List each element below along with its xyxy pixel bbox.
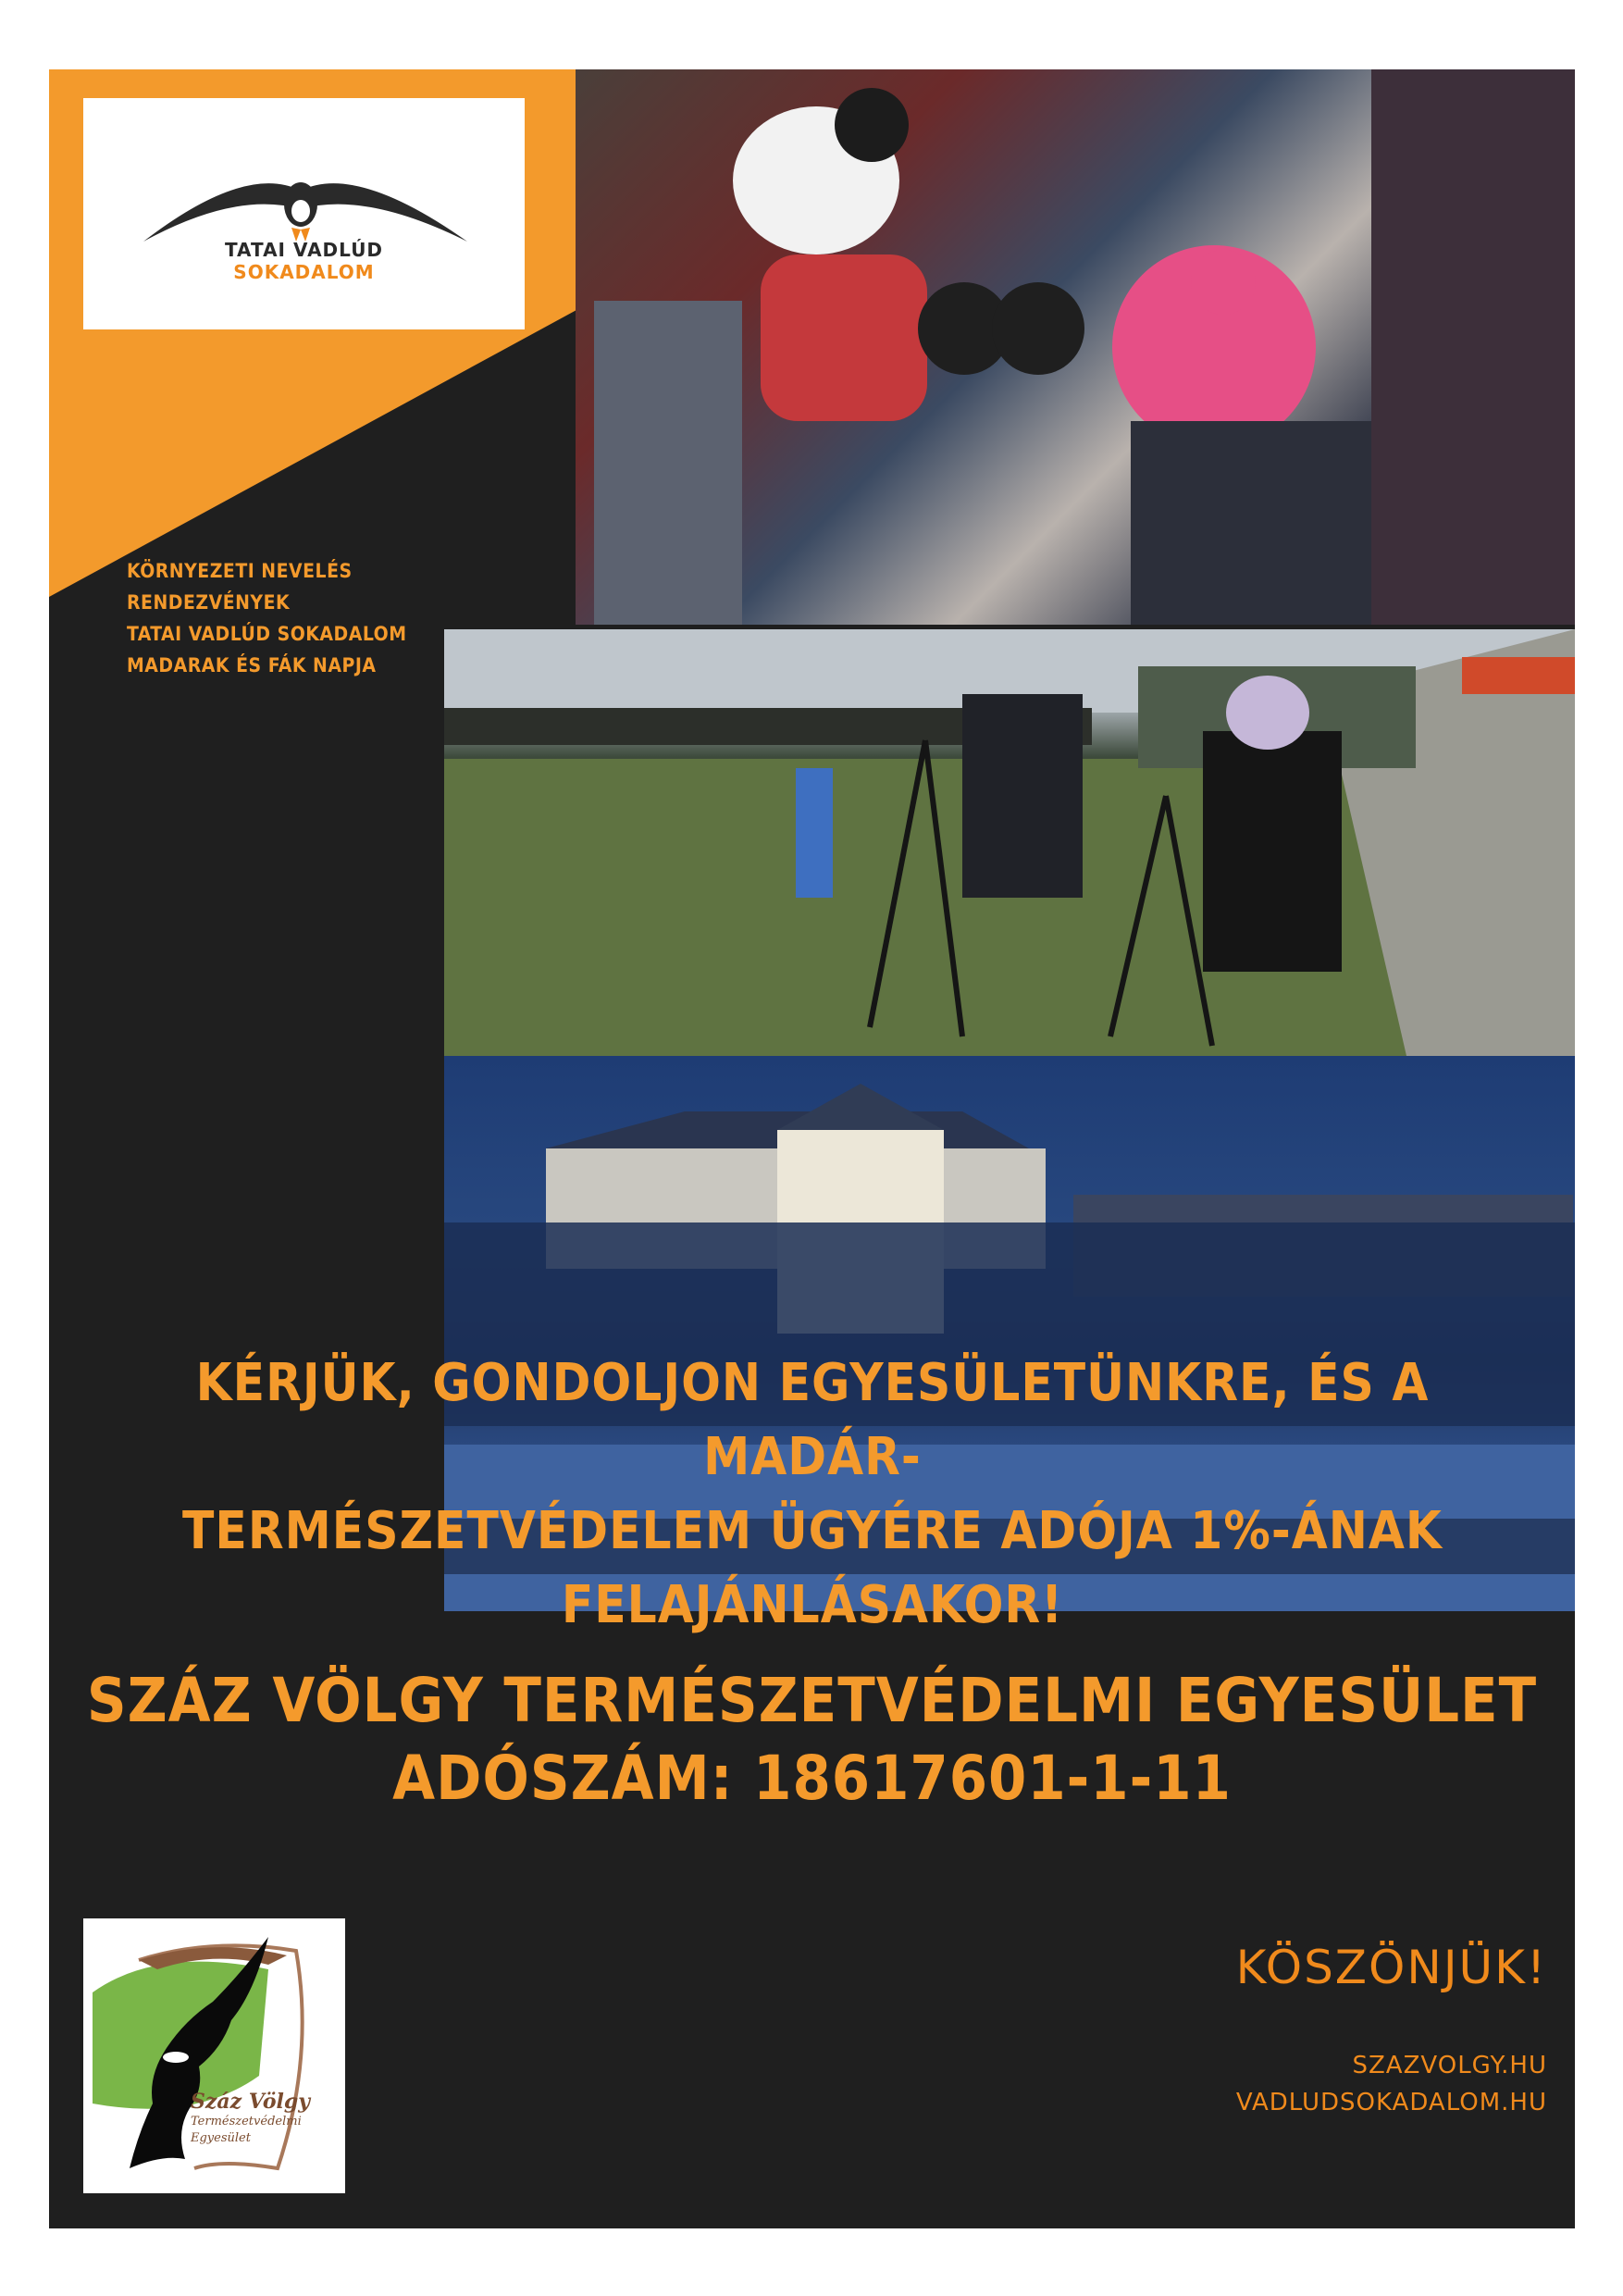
tatai-vadlud-logo (83, 98, 525, 329)
topic-item: RENDEZVÉNYEK (127, 591, 291, 614)
appeal-line: TERMÉSZETVÉDELEM ÜGYÉRE ADÓJA 1%-ÁNAK (182, 1501, 1443, 1561)
thank-you-text: KÖSZÖNJÜK! (1235, 1941, 1547, 1994)
topics-list (127, 555, 407, 681)
appeal-line: KÉRJÜK, GONDOLJON EGYESÜLETÜNKRE, ÉS A MADÁR- (195, 1353, 1430, 1487)
goose-silhouette-icon (134, 154, 477, 246)
logo2-line: Természetvédelmi (191, 2115, 302, 2128)
logo-subtitle: SOKADALOM (233, 261, 375, 283)
topic-item: TATAI VADLÚD SOKADALOM (127, 623, 407, 645)
children-binoculars-photo (576, 69, 1575, 625)
szaz-volgy-logo (83, 1918, 345, 2193)
logo-title: TATAI VADLÚD (224, 239, 384, 261)
topic-item: KÖRNYEZETI NEVELÉS (127, 560, 353, 582)
appeal-line: FELAJÁNLÁSAKOR! (561, 1575, 1064, 1635)
logo2-line: Egyesület (191, 2131, 251, 2145)
website-link[interactable]: VADLUDSOKADALOM.HU (1235, 2089, 1547, 2116)
poster (49, 69, 1575, 2228)
donation-appeal (86, 1347, 1539, 1643)
topic-item: MADARAK ÉS FÁK NAPJA (127, 654, 377, 676)
birdwatching-crowd-photo (444, 629, 1575, 1056)
logo2-title: Száz Völgy (191, 2090, 311, 2114)
website-link[interactable]: SZAZVOLGY.HU (1352, 2052, 1547, 2079)
tax-number: ADÓSZÁM: 18617601-1-11 (392, 1743, 1232, 1814)
eagle-silhouette-icon (83, 1918, 345, 2193)
organization-name: SZÁZ VÖLGY TERMÉSZETVÉDELMI EGYESÜLET (86, 1665, 1538, 1736)
